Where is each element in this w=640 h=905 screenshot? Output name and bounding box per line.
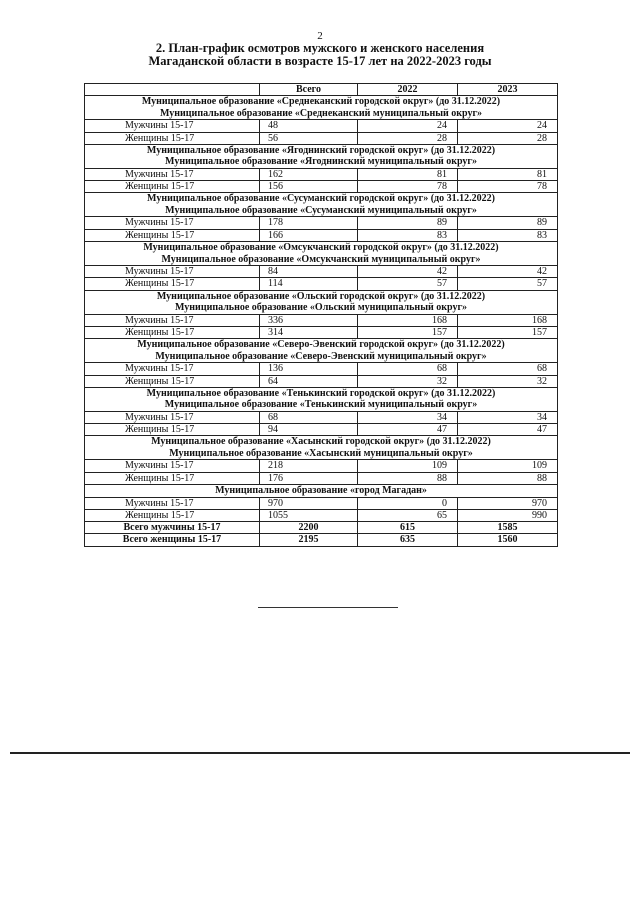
table-row [85, 375, 558, 387]
municipality-heading-line-1: Муниципальное образование «Сусуманский городской округ» (до 31.12.2022) [147, 193, 495, 205]
row-2022: 83 [358, 229, 458, 241]
table-header-row [85, 84, 558, 96]
row-total: 68 [260, 411, 358, 423]
totals-2023: 1560 [458, 534, 558, 546]
municipality-heading-row [85, 339, 558, 363]
totals-total: 2195 [260, 534, 358, 546]
document-title [0, 42, 640, 68]
row-label: Женщины 15-17 [85, 278, 260, 290]
municipality-heading-row [85, 242, 558, 266]
totals-label: Всего мужчины 15-17 [85, 522, 260, 534]
totals-row [85, 534, 558, 546]
row-2023: 24 [458, 120, 558, 132]
municipality-heading [85, 290, 558, 314]
row-2022: 32 [358, 375, 458, 387]
row-label: Мужчины 15-17 [85, 266, 260, 278]
header-cell-total: Всего [260, 84, 358, 96]
municipality-heading-line-2: Муниципальное образование «Сусуманский муниципальный округ» [165, 204, 477, 216]
table-row [85, 424, 558, 436]
row-label: Мужчины 15-17 [85, 363, 260, 375]
row-2023: 168 [458, 314, 558, 326]
row-2023: 88 [458, 472, 558, 484]
row-label: Женщины 15-17 [85, 472, 260, 484]
municipality-heading-line-2: Муниципальное образование «Хасынский муниципальный округ» [169, 447, 473, 459]
row-2023: 47 [458, 424, 558, 436]
row-label: Женщины 15-17 [85, 229, 260, 241]
row-2022: 168 [358, 314, 458, 326]
row-total: 176 [260, 472, 358, 484]
table-row [85, 120, 558, 132]
row-total: 64 [260, 375, 358, 387]
municipality-heading-line-1: Муниципальное образование «Северо-Эвенский городской округ» (до 31.12.2022) [137, 339, 505, 351]
table-row [85, 168, 558, 180]
row-2023: 81 [458, 168, 558, 180]
municipality-heading [85, 485, 558, 498]
signature-divider [258, 607, 398, 608]
municipality-heading-row [85, 436, 558, 460]
row-2022: 88 [358, 472, 458, 484]
municipality-heading-line-1: Муниципальное образование «Среднеканский городской округ» (до 31.12.2022) [141, 96, 501, 108]
row-label: Мужчины 15-17 [85, 460, 260, 472]
row-2022: 28 [358, 132, 458, 144]
row-2023: 157 [458, 326, 558, 338]
row-2023: 34 [458, 411, 558, 423]
table-row [85, 363, 558, 375]
table-row [85, 132, 558, 144]
row-2023: 109 [458, 460, 558, 472]
row-total: 166 [260, 229, 358, 241]
row-2023: 89 [458, 217, 558, 229]
row-2022: 157 [358, 326, 458, 338]
document-title-line-1: 2. План-график осмотров мужского и женского населения [155, 41, 485, 55]
row-label: Женщины 15-17 [85, 375, 260, 387]
municipality-heading-line-1: Муниципальное образование «Ольский городской округ» (до 31.12.2022) [156, 290, 486, 302]
row-label: Мужчины 15-17 [85, 168, 260, 180]
municipality-heading-row [85, 290, 558, 314]
row-2022: 65 [358, 509, 458, 521]
municipality-heading-line-1: Муниципальное образование «Омсукчанский городской округ» (до 31.12.2022) [143, 242, 499, 254]
examination-schedule-table [84, 83, 558, 547]
totals-2022: 615 [358, 522, 458, 534]
municipality-heading-row [85, 387, 558, 411]
row-label: Мужчины 15-17 [85, 411, 260, 423]
totals-row [85, 522, 558, 534]
municipality-heading-line-1: Муниципальное образование «Хасынский городской округ» (до 31.12.2022) [151, 436, 491, 448]
row-2022: 42 [358, 266, 458, 278]
municipality-heading [85, 387, 558, 411]
footer-divider [10, 752, 630, 754]
totals-total: 2200 [260, 522, 358, 534]
row-total: 314 [260, 326, 358, 338]
municipality-heading-line-2: Муниципальное образование «Ягоднинский муниципальный округ» [165, 156, 477, 168]
row-total: 94 [260, 424, 358, 436]
row-label: Мужчины 15-17 [85, 120, 260, 132]
municipality-heading-row [85, 96, 558, 120]
row-2023: 970 [458, 497, 558, 509]
table-row [85, 229, 558, 241]
row-2022: 81 [358, 168, 458, 180]
totals-2022: 635 [358, 534, 458, 546]
row-total: 156 [260, 181, 358, 193]
row-2023: 990 [458, 509, 558, 521]
row-total: 136 [260, 363, 358, 375]
row-2023: 57 [458, 278, 558, 290]
municipality-heading-line-1: Муниципальное образование «Ягоднинский городской округ» (до 31.12.2022) [146, 144, 496, 156]
municipality-heading-line-2: Муниципальное образование «Северо-Эвенский муниципальный округ» [155, 350, 487, 362]
municipality-heading [85, 242, 558, 266]
row-2022: 68 [358, 363, 458, 375]
row-2023: 83 [458, 229, 558, 241]
row-total: 84 [260, 266, 358, 278]
table-row [85, 472, 558, 484]
row-label: Женщины 15-17 [85, 326, 260, 338]
municipality-heading-line-2: Муниципальное образование «Тенькинский муниципальный округ» [164, 399, 478, 411]
municipality-heading-line-2: Муниципальное образование «Ольский муниципальный округ» [174, 302, 467, 314]
document-title-line-2: Магаданской области в возрасте 15-17 лет на 2022-2023 годы [148, 54, 492, 68]
table-row [85, 181, 558, 193]
table-row [85, 411, 558, 423]
row-2022: 47 [358, 424, 458, 436]
row-2022: 57 [358, 278, 458, 290]
row-total: 114 [260, 278, 358, 290]
municipality-heading-row [85, 144, 558, 168]
row-2023: 28 [458, 132, 558, 144]
row-2022: 24 [358, 120, 458, 132]
totals-label: Всего женщины 15-17 [85, 534, 260, 546]
row-2022: 34 [358, 411, 458, 423]
table-row [85, 460, 558, 472]
row-2023: 42 [458, 266, 558, 278]
table-row [85, 326, 558, 338]
row-2023: 68 [458, 363, 558, 375]
municipality-heading-line-1: Муниципальное образование «Тенькинский городской округ» (до 31.12.2022) [146, 387, 496, 399]
municipality-heading-line-1: Муниципальное образование «город Магадан» [215, 485, 427, 497]
row-label: Женщины 15-17 [85, 509, 260, 521]
municipality-heading-line-2: Муниципальное образование «Омсукчанский муниципальный округ» [161, 253, 481, 265]
row-2023: 32 [458, 375, 558, 387]
row-total: 218 [260, 460, 358, 472]
table-row [85, 278, 558, 290]
row-label: Женщины 15-17 [85, 181, 260, 193]
table-row [85, 497, 558, 509]
municipality-heading [85, 339, 558, 363]
municipality-heading [85, 144, 558, 168]
row-label: Мужчины 15-17 [85, 217, 260, 229]
municipality-heading [85, 193, 558, 217]
table-row [85, 314, 558, 326]
header-cell-label [85, 84, 260, 96]
row-2022: 0 [358, 497, 458, 509]
municipality-heading-line-2: Муниципальное образование «Среднеканский муниципальный округ» [159, 107, 483, 119]
row-total: 48 [260, 120, 358, 132]
row-total: 56 [260, 132, 358, 144]
row-label: Мужчины 15-17 [85, 497, 260, 509]
table-row [85, 217, 558, 229]
row-total: 162 [260, 168, 358, 180]
row-2023: 78 [458, 181, 558, 193]
row-total: 336 [260, 314, 358, 326]
row-total: 1055 [260, 509, 358, 521]
row-2022: 78 [358, 181, 458, 193]
header-cell-2023: 2023 [458, 84, 558, 96]
table-row [85, 509, 558, 521]
table-row [85, 266, 558, 278]
totals-2023: 1585 [458, 522, 558, 534]
municipality-heading [85, 96, 558, 120]
page-number: 2 [317, 30, 323, 42]
row-label: Женщины 15-17 [85, 424, 260, 436]
row-total: 970 [260, 497, 358, 509]
row-label: Женщины 15-17 [85, 132, 260, 144]
row-label: Мужчины 15-17 [85, 314, 260, 326]
municipality-heading-row [85, 485, 558, 498]
header-cell-2022: 2022 [358, 84, 458, 96]
row-2022: 109 [358, 460, 458, 472]
table-body [85, 96, 558, 546]
municipality-heading-row [85, 193, 558, 217]
row-2022: 89 [358, 217, 458, 229]
row-total: 178 [260, 217, 358, 229]
municipality-heading [85, 436, 558, 460]
